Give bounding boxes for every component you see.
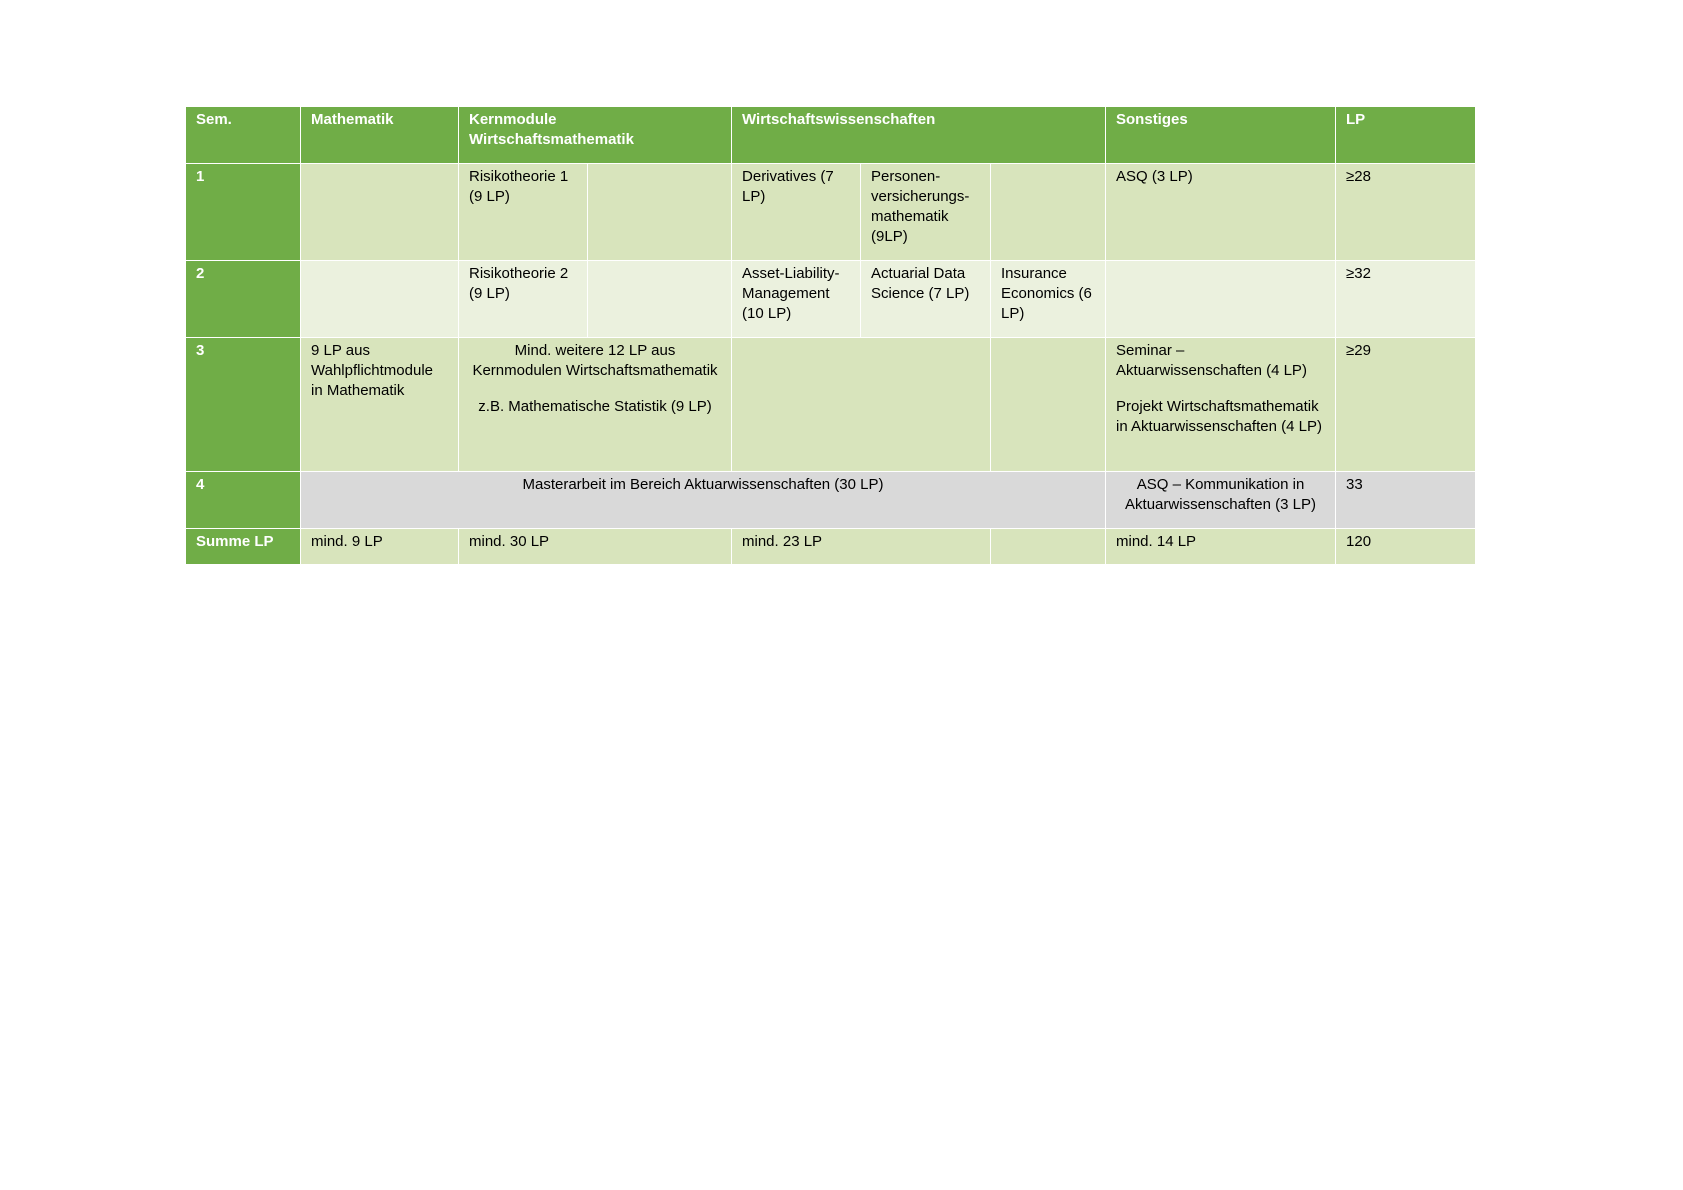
semester-4-masterarbeit: Masterarbeit im Bereich Aktuarwissenschaften (30 LP) [301,472,1106,529]
summe-kern: mind. 30 LP [459,529,732,565]
semester-3-ww-ab [732,338,991,472]
semester-3-sonstiges-seminar: Seminar – Aktuarwissenschaften (4 LP) [1116,342,1307,379]
semester-1-kern-a: Risikotheorie 1 (9 LP) [459,164,588,261]
summe-ww-c [991,529,1106,565]
semester-2-kern-a: Risikotheorie 2 (9 LP) [459,261,588,338]
study-plan-table [185,106,1476,565]
semester-3-lp: ≥29 [1336,338,1476,472]
semester-1-sonstiges: ASQ (3 LP) [1106,164,1336,261]
header-kernmodule-line1: Kernmodule [469,111,557,128]
summe-sonstiges: mind. 14 LP [1106,529,1336,565]
semester-4-label: 4 [186,472,301,529]
semester-1-ww-a: Derivatives (7 LP) [732,164,861,261]
table-row-semester-1 [186,164,1476,261]
table-row-semester-2 [186,261,1476,338]
semester-4-sonstiges: ASQ – Kommunikation in Aktuarwissenschaften (3 LP) [1106,472,1336,529]
semester-3-label: 3 [186,338,301,472]
summe-mathematik: mind. 9 LP [301,529,459,565]
semester-3-kern-text: Mind. weitere 12 LP aus Kernmodulen Wirtschaftsmathematik [472,342,718,379]
semester-3-ww-c [991,338,1106,472]
semester-2-ww-a: Asset-Liability-Management (10 LP) [732,261,861,338]
header-wirtschaftswissenschaften: Wirtschaftswissenschaften [732,107,1106,164]
semester-2-mathematik [301,261,459,338]
semester-2-sonstiges [1106,261,1336,338]
summe-lp: 120 [1336,529,1476,565]
semester-1-ww-c [991,164,1106,261]
semester-1-ww-b: Personen-versicherungs-mathematik (9LP) [861,164,991,261]
table-row-summe [186,529,1476,565]
summe-label: Summe LP [186,529,301,565]
semester-3-mathematik: 9 LP aus Wahlpflichtmodule in Mathematik [301,338,459,472]
summe-wirtschaft: mind. 23 LP [732,529,991,565]
header-lp: LP [1336,107,1476,164]
header-sem: Sem. [186,107,301,164]
table-row-semester-4 [186,472,1476,529]
header-kernmodule-line2: Wirtschaftsmathematik [469,131,634,148]
semester-2-kern-b [588,261,732,338]
semester-2-lp: ≥32 [1336,261,1476,338]
semester-2-label: 2 [186,261,301,338]
semester-1-mathematik [301,164,459,261]
semester-3-sonstiges-projekt: Projekt Wirtschaftsmathematik in Aktuarwissenschaften (4 LP) [1116,398,1322,435]
semester-3-kern [459,338,732,472]
header-kernmodule [459,107,732,164]
semester-3-kern-example: z.B. Mathematische Statistik (9 LP) [478,398,712,415]
table-row-semester-3 [186,338,1476,472]
semester-1-lp: ≥28 [1336,164,1476,261]
semester-2-ww-b: Actuarial Data Science (7 LP) [861,261,991,338]
table-header-row [186,107,1476,164]
semester-1-kern-b [588,164,732,261]
header-mathematik: Mathematik [301,107,459,164]
semester-4-lp: 33 [1336,472,1476,529]
semester-2-ww-c: Insurance Economics (6 LP) [991,261,1106,338]
header-sonstiges: Sonstiges [1106,107,1336,164]
semester-3-sonstiges [1106,338,1336,472]
semester-1-label: 1 [186,164,301,261]
